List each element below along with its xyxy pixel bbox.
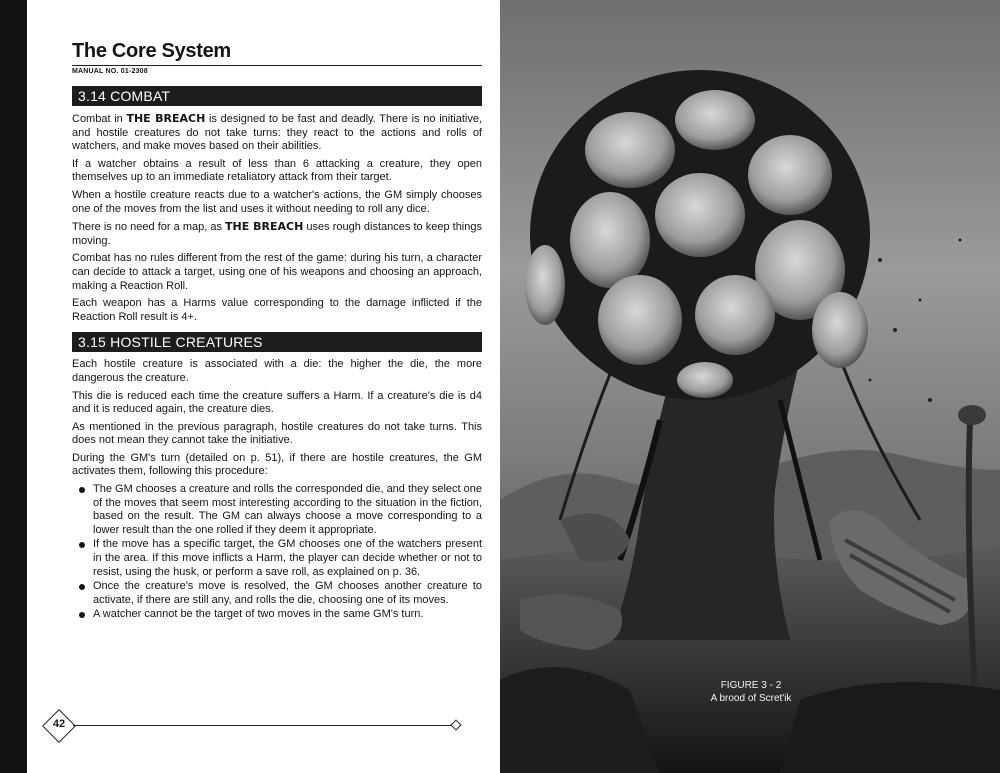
paragraph (72, 112, 482, 154)
bullet-icon (79, 487, 85, 493)
text-run: is designed to be fast and deadly. There is no initiative, and hostile creatures do not take turns: they react to the actions and rolls of watchers, and make moves based on their abilities. (72, 113, 482, 153)
bullet-icon (79, 584, 85, 590)
page-header (72, 40, 482, 75)
page-number: 42 (52, 718, 66, 730)
list-item-text: The GM chooses a creature and rolls the corresponded die, and they select one of the moves that seem most interesting according to the situation in the fiction, based on the result. The GM can always choose a move corresponding to a lower result than the one rolled if they deem it appropriate. (93, 483, 482, 536)
bullet-icon (79, 612, 85, 618)
footer-diamond-icon (450, 719, 461, 730)
paragraph: Each weapon has a Harms value corresponding to the damage inflicted if the Reaction Roll result is 4+. (72, 297, 482, 323)
list-item-text: If the move has a specific target, the GM chooses one of the watchers present in the area. If this move inflicts a Harm, the player can decide whether or not to resist, using the husk, or perform a save roll, as explained on p. 36. (93, 538, 482, 578)
paragraph: During the GM's turn (detailed on p. 51), if there are hostile creatures, the GM activates them, following this procedure: (72, 451, 482, 478)
list-item (93, 538, 482, 579)
text-run: uses rough distances to keep things moving. (72, 221, 482, 247)
paragraph: If a watcher obtains a result of less than 6 attacking a creature, they open themselves up to an immediate retaliatory attack from their target. (72, 157, 482, 184)
game-title-brand: THE BREACH (225, 220, 304, 234)
page-footer (45, 712, 465, 742)
list-item-text: Once the creature's move is resolved, the GM chooses another creature to activate, if there are still any, and rolls the die, choosing one of its moves. (93, 580, 482, 606)
figure-caption (692, 679, 810, 705)
paragraph: Each hostile creature is associated with a die: the higher the die, the more dangerous the creature. (72, 358, 482, 384)
text-run: Combat in (72, 113, 127, 125)
figure-caption-text: A brood of Scret'ik (710, 693, 792, 704)
paragraph (72, 220, 482, 248)
list-item-text: A watcher cannot be the target of two moves in the same GM's turn. (93, 608, 424, 621)
figure-illustration (500, 0, 1000, 773)
manual-number: MANUAL NO. 01-2308 (72, 68, 148, 75)
paragraph: As mentioned in the previous paragraph, hostile creatures do not take turns. This does not mean they cannot take the initiative. (72, 420, 482, 447)
page-content (72, 86, 482, 623)
header-rule (72, 65, 482, 66)
paragraph: Combat has no rules different from the rest of the game: during his turn, a character can decide to attack a target, using one of his weapons and choosing an approach, making a Reaction Roll. (72, 252, 482, 292)
procedure-list (72, 483, 482, 622)
list-item (93, 608, 482, 622)
figure-label: FIGURE 3 - 2 (720, 680, 782, 691)
page-spine (0, 0, 27, 773)
list-item (93, 580, 482, 607)
paragraph: This die is reduced each time the creature suffers a Harm. If a creature's die is d4 and it is reduced again, the creature dies. (72, 389, 482, 416)
page-title: The Core System (72, 40, 231, 62)
section-heading-combat: 3.14 COMBAT (72, 86, 482, 106)
paragraph: When a hostile creature reacts due to a watcher's actions, the GM simply chooses one of the moves from the list and uses it without needing to roll any dice. (72, 188, 482, 215)
bullet-icon (79, 542, 85, 548)
list-item (93, 483, 482, 537)
game-title-brand: THE BREACH (126, 112, 206, 125)
section-heading-hostile-creatures: 3.15 HOSTILE CREATURES (72, 332, 482, 352)
left-page (27, 0, 500, 773)
text-run: There is no need for a map, as (72, 221, 226, 234)
footer-rule (73, 725, 455, 726)
